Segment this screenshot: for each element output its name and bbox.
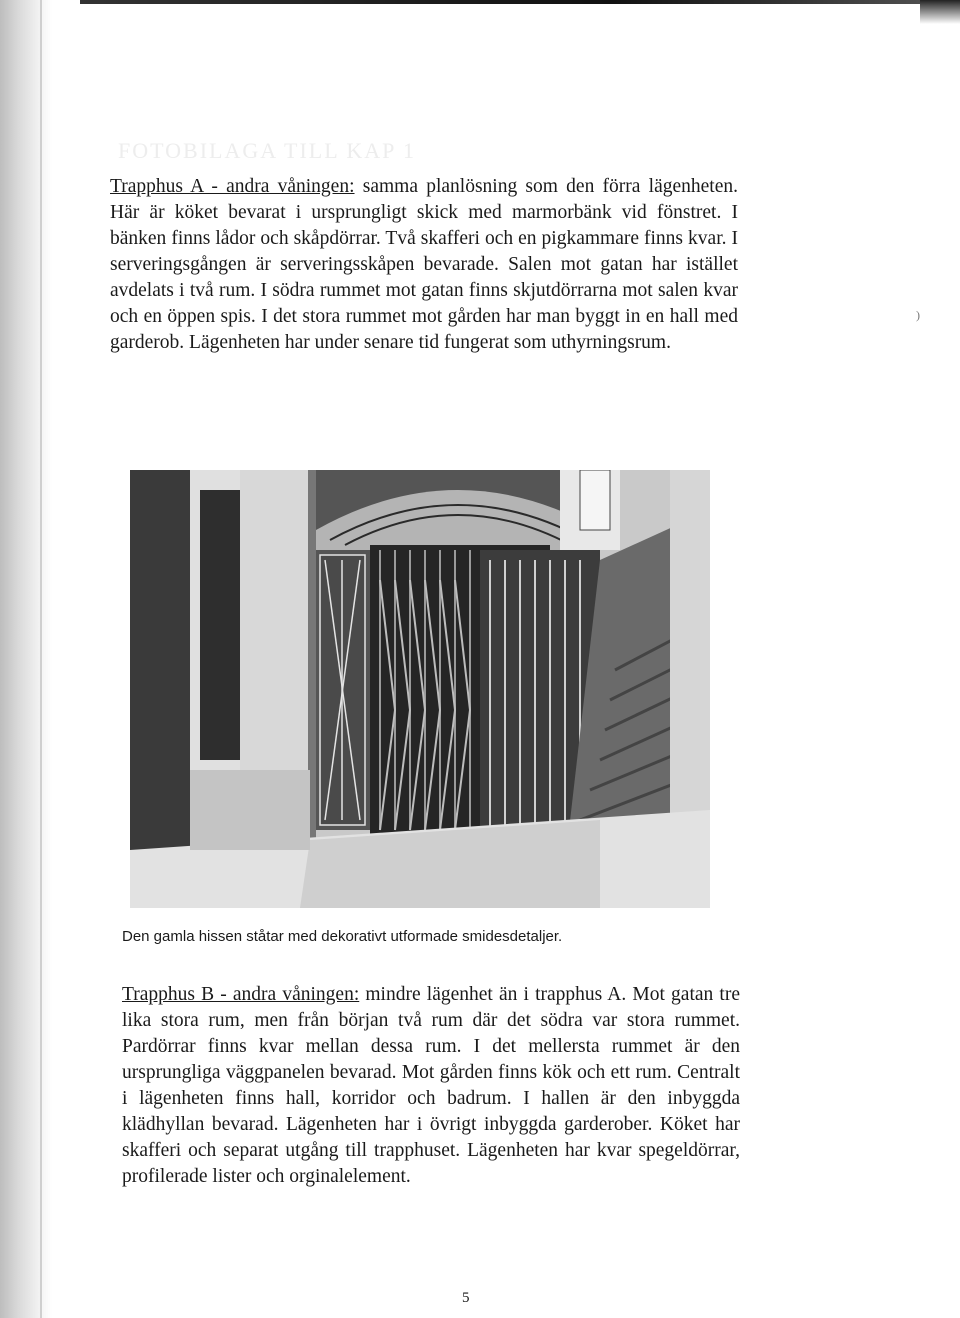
ghost-heading: FOTOBILAGA TILL KAP 1 (118, 138, 417, 163)
scan-edge-top (80, 0, 960, 4)
elevator-photo-drawing (130, 470, 710, 908)
paragraph-trapphus-a (110, 174, 738, 356)
paragraph-lead: Trapphus B - andra våningen: (122, 984, 360, 1005)
photo-caption: Den gamla hissen ståtar med dekorativt utformade smidesdetaljer. (122, 928, 563, 945)
paragraph-body: mindre lägenhet än i trapphus A. Mot gatan tre lika stora rum, men från början två rum där det södra var stora rummet. Pardörrar finns kvar mellan dessa rum. I det mellersta rummet är den ursprungliga väggpanelen bevarad. Mot gården finns kök och ett rum. Centralt i lägenheten finns hall, korridor och badrum. I hallen är den inbyggda klädhyllan bevarad. Lägenheten har i övrigt inbyggda garderober. Köket har skafferi och separat utgång till trapphuset. Lägenheten har kvar spegeldörrar, profilerade lister och orginalelement. (122, 984, 740, 1187)
elevator-photo (130, 470, 710, 908)
paragraph-trapphus-b (122, 982, 740, 1190)
scan-shadow-left (0, 0, 52, 1318)
paragraph-lead: Trapphus A - andra våningen: (110, 176, 355, 197)
paragraph-body: samma planlösning som den förra lägenheten. Här är köket bevarat i ursprungligt skick med marmorbänk vid fönstret. I bänken finns lådor och skåpdörrar. Två skafferi och en pigkammare finns kvar. I serveringsgången är serveringsskåpen bevarade. Salen mot gatan har istället avdelats i två rum. I södra rummet mot gatan finns skjutdörrarna mot salen kvar och en öppen spis. I det stora rummet mot gården har man byggt in en hall med garderob. Lägenheten har under senare tid fungerat som uthyrningsrum. (110, 176, 739, 353)
page-number: 5 (462, 1290, 470, 1306)
scan-corner (920, 0, 960, 24)
margin-mark: ) (916, 308, 920, 322)
scan-line-left (40, 0, 42, 1318)
